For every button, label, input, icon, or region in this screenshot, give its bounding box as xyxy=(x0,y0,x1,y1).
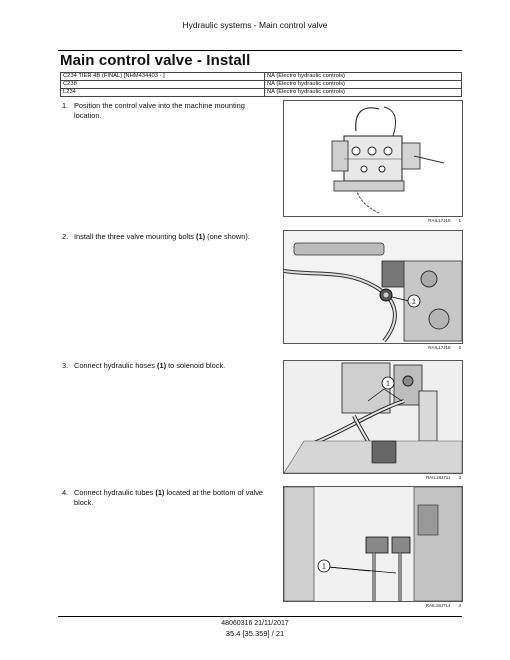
callout-ref: (1) xyxy=(157,361,167,370)
figure-caption: RAIL17J18 1 xyxy=(428,218,461,223)
callout-label: 1 xyxy=(386,380,390,388)
model-cell: L234 xyxy=(61,89,265,97)
footer-doc-code: 48060316 21/11/2017 xyxy=(221,620,289,627)
callout-label: 1 xyxy=(412,298,416,306)
figure-caption: RAIL18J711 3 xyxy=(426,475,461,480)
figure-caption: RAIL18J714 4 xyxy=(425,603,461,608)
section-title-bar xyxy=(58,50,462,69)
table-row xyxy=(61,81,462,89)
applicability-table xyxy=(60,72,462,97)
callout-ref: (1) xyxy=(155,488,165,497)
table-row xyxy=(61,89,462,97)
hydraulic-hoses-illustration xyxy=(284,361,462,473)
note-cell: NA (Electro hydraulic controls) xyxy=(265,81,462,89)
note-cell: NA (Electro hydraulic controls) xyxy=(265,73,462,81)
hydraulic-tubes-illustration xyxy=(284,487,462,601)
step-number: 1. xyxy=(62,101,69,110)
step-text: Position the control valve into the machine mounting location. xyxy=(74,101,245,120)
note-cell: NA (Electro hydraulic controls) xyxy=(265,89,462,97)
callout-ref: (1) xyxy=(196,232,206,241)
model-cell: C234 TIER 4B (FINAL) [NHM434403 - ] xyxy=(61,73,265,81)
figure-image xyxy=(283,100,463,217)
running-header: Hydraulic systems - Main control valve xyxy=(182,20,328,30)
control-valve-illustration xyxy=(284,101,462,216)
step-text: Connect hydraulic hoses (1) to solenoid block. xyxy=(74,361,226,370)
figure-caption: RAIL17J18 2 xyxy=(428,345,461,350)
callout-label: 1 xyxy=(322,563,326,571)
footer-page-ref: 35.4 [35.359] / 21 xyxy=(225,629,285,638)
figure-image xyxy=(283,486,463,602)
page-title: Main control valve - Install xyxy=(60,52,251,69)
step-number: 3. xyxy=(62,361,69,370)
figure-image xyxy=(283,360,463,474)
footer-rule xyxy=(58,616,462,617)
figure-image xyxy=(283,230,463,344)
step-text: Install the three valve mounting bolts (1) (one shown). xyxy=(74,232,250,241)
step-number: 2. xyxy=(62,232,69,241)
model-cell: C238 xyxy=(61,81,265,89)
step-text: Connect hydraulic tubes (1) located at the bottom of valve block. xyxy=(74,488,264,507)
mounting-bolts-illustration xyxy=(284,231,462,343)
step-number: 4. xyxy=(62,488,69,497)
table-row xyxy=(61,73,462,81)
